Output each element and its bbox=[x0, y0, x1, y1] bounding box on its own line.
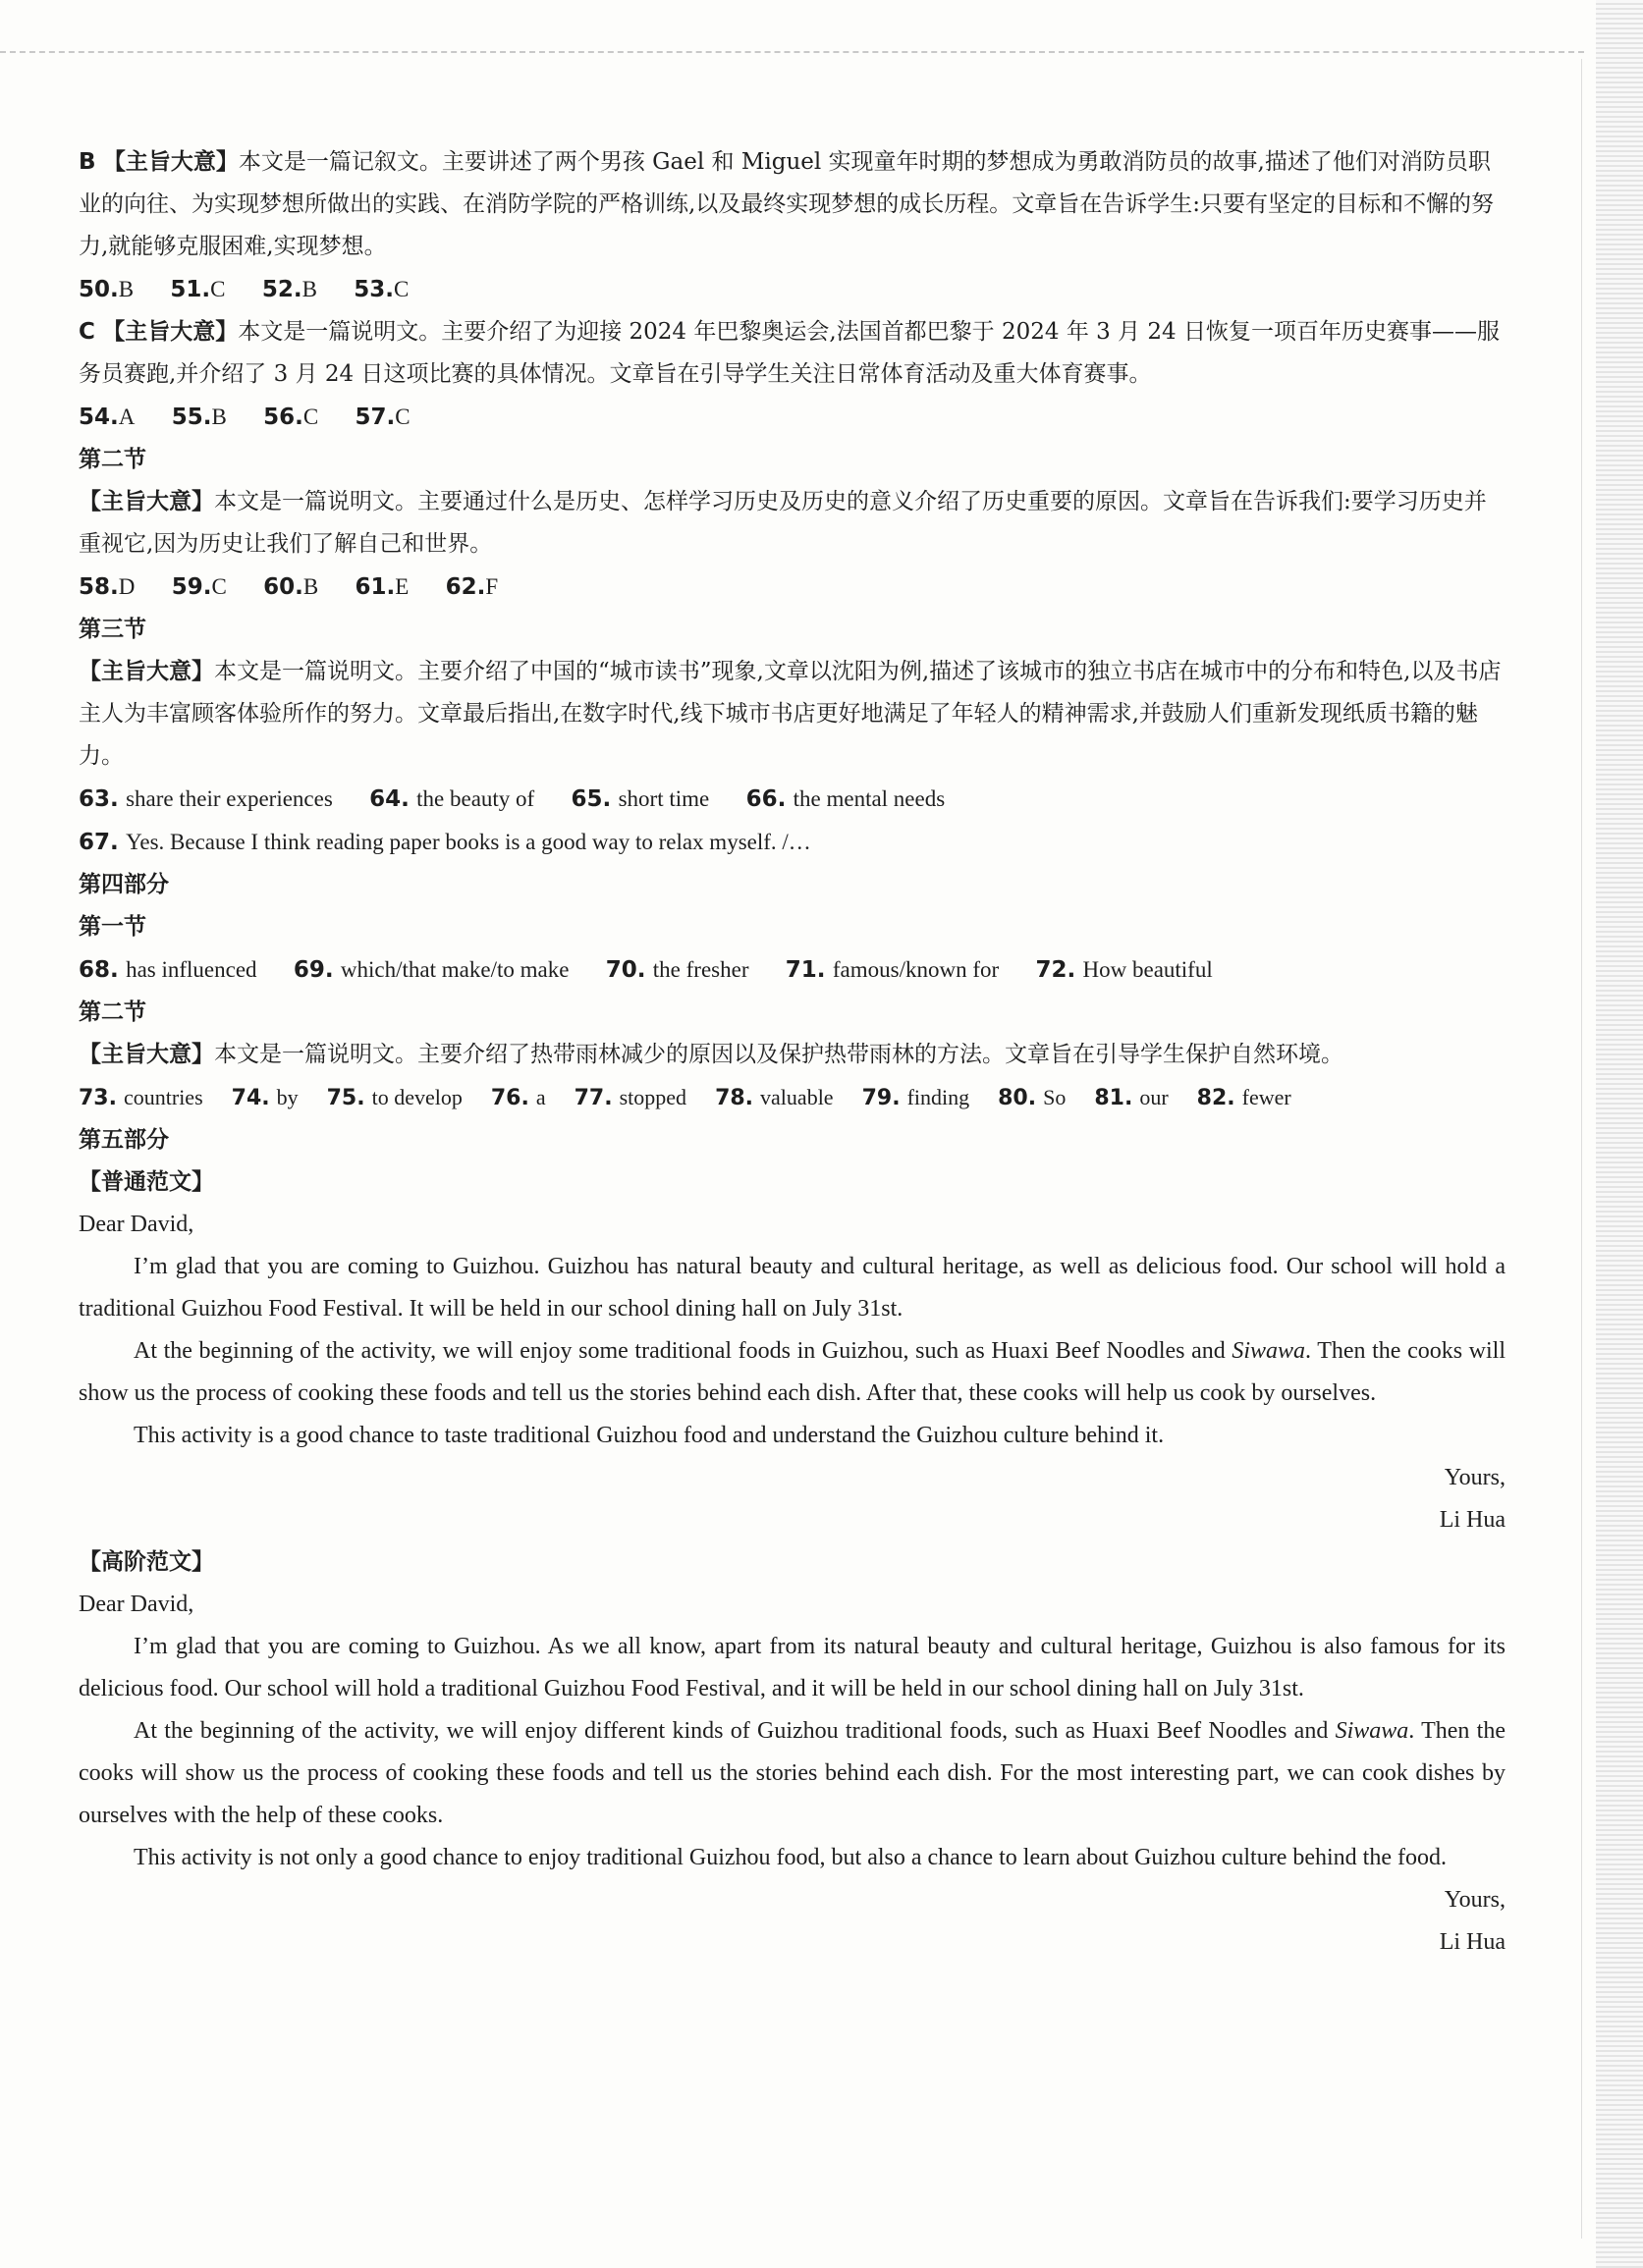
answer-row-54-57 bbox=[79, 396, 1506, 439]
italic-term: Siwawa bbox=[1335, 1718, 1409, 1744]
q-num: 81. bbox=[1094, 1086, 1133, 1110]
q-answer: has influenced bbox=[126, 957, 257, 982]
summary-text: 本文是一篇说明文。主要介绍了热带雨林减少的原因以及保护热带雨林的方法。文章旨在引导学生保护自然环境。 bbox=[214, 1042, 1343, 1067]
q-answer: B bbox=[118, 277, 135, 301]
q-answer: B bbox=[302, 574, 319, 599]
summary-tag: 【主旨大意】 bbox=[79, 489, 214, 514]
q-answer: valuable bbox=[760, 1085, 834, 1109]
top-dashed-line bbox=[0, 51, 1584, 53]
section-heading: 第三节 bbox=[79, 617, 146, 642]
q-num: 54. bbox=[79, 405, 119, 430]
q-num: 82. bbox=[1196, 1086, 1235, 1110]
q-answer: by bbox=[276, 1085, 299, 1109]
q-num: 50. bbox=[79, 277, 119, 302]
answer-page bbox=[79, 141, 1506, 1964]
essay-closing: Yours, bbox=[1444, 1465, 1506, 1490]
q-num: 53. bbox=[354, 277, 394, 302]
q-answer: the mental needs bbox=[793, 786, 946, 811]
summary-tag: 【主旨大意】 bbox=[102, 319, 239, 345]
part3-sec3-summary bbox=[79, 651, 1506, 778]
q-num: 68. bbox=[79, 957, 119, 983]
part-heading: 第四部分 bbox=[79, 872, 169, 897]
summary-text: 本文是一篇记叙文。主要讲述了两个男孩 Gael 和 Miguel 实现童年时期的梦想成为勇敢消防员的故事,描述了他们对消防员职业的向往、为实现梦想所做出的实践、在消防学院的严格训练,以及最终实现梦想的成长历程。文章旨在告诉学生:只要有坚定的目标和不懈的努力,就能够克服困难,实现梦想。 bbox=[79, 149, 1495, 259]
q-num: 65. bbox=[571, 786, 612, 812]
q-answer: E bbox=[395, 574, 410, 599]
section-letter: C bbox=[79, 319, 95, 345]
answer-row-63-66 bbox=[79, 778, 1506, 821]
q-num: 74. bbox=[231, 1086, 270, 1110]
answer-row-67 bbox=[79, 821, 1506, 864]
answer-row-68-72 bbox=[79, 948, 1506, 992]
essay-tag-ordinary: 【普通范文】 bbox=[79, 1169, 214, 1195]
q-num: 71. bbox=[785, 957, 826, 983]
section-heading: 第二节 bbox=[79, 999, 146, 1025]
text-run: At the beginning of the activity, we will enjoy some traditional foods in Guizhou, such as Huaxi Beef Noodles and bbox=[134, 1338, 1232, 1364]
answer-row-73-82 bbox=[79, 1076, 1506, 1119]
q-answer: share their experiences bbox=[126, 786, 333, 811]
q-num: 62. bbox=[445, 574, 486, 600]
q-num: 56. bbox=[263, 405, 303, 430]
q-answer: our bbox=[1139, 1085, 1169, 1109]
essay-paragraph: I’m glad that you are coming to Guizhou. As we all know, apart from its natural beauty and cultural heritage, Guizhou is also famous for its delicious food. Our school will hold a traditional Guizhou Food Festival, and it will be held in our school dining hall on July 31st. bbox=[79, 1634, 1506, 1701]
q-answer: So bbox=[1043, 1085, 1067, 1109]
q-answer: short time bbox=[618, 786, 710, 811]
q-answer: which/that make/to make bbox=[340, 957, 570, 982]
q-num: 58. bbox=[79, 574, 119, 600]
section-b-summary bbox=[79, 141, 1506, 268]
q-num: 80. bbox=[998, 1086, 1037, 1110]
q-answer: C bbox=[302, 405, 319, 429]
q-answer: F bbox=[485, 574, 499, 599]
q-num: 70. bbox=[605, 957, 646, 983]
q-answer: the beauty of bbox=[416, 786, 535, 811]
q-answer: the fresher bbox=[652, 957, 749, 982]
q-num: 63. bbox=[79, 786, 119, 812]
q-answer: B bbox=[301, 277, 317, 301]
q-answer: C bbox=[210, 277, 226, 301]
part-heading: 第五部分 bbox=[79, 1127, 169, 1153]
q-num: 75. bbox=[326, 1086, 365, 1110]
text-run: At the beginning of the activity, we will enjoy different kinds of Guizhou traditional foods, such as Huaxi Beef Noodles and bbox=[134, 1718, 1336, 1744]
q-answer: How beautiful bbox=[1082, 957, 1213, 982]
q-num: 61. bbox=[355, 574, 396, 600]
page-edge-shadow bbox=[1596, 0, 1643, 2268]
q-answer: stopped bbox=[619, 1085, 687, 1109]
answer-row-58-62 bbox=[79, 566, 1506, 609]
summary-tag: 【主旨大意】 bbox=[102, 149, 239, 175]
section-c-summary bbox=[79, 311, 1506, 396]
summary-tag: 【主旨大意】 bbox=[79, 659, 214, 684]
text-run: . Then the cooks will show us the process of cooking these foods and tell us the stories behind each dish. For the most interesting part, we can cook dishes by ourselves with the help of these cooks. bbox=[79, 1718, 1506, 1828]
essay-paragraph: I’m glad that you are coming to Guizhou. Guizhou has natural beauty and cultural heritage, as well as delicious food. Our school will hold a traditional Guizhou Food Festival. It will be held in our school dining hall on July 31st. bbox=[79, 1254, 1506, 1322]
q-num: 64. bbox=[369, 786, 410, 812]
binding-line bbox=[1581, 59, 1582, 2239]
summary-text: 本文是一篇说明文。主要介绍了中国的“城市读书”现象,文章以沈阳为例,描述了该城市的独立书店在城市中的分布和特色,以及书店主人为丰富顾客体验所作的努力。文章最后指出,在数字时代,线下城市书店更好地满足了年轻人的精神需求,并鼓励人们重新发现纸质书籍的魅力。 bbox=[79, 659, 1502, 769]
q-num: 67. bbox=[79, 830, 119, 855]
q-num: 69. bbox=[293, 957, 334, 983]
q-num: 78. bbox=[715, 1086, 754, 1110]
essay-paragraph: This activity is a good chance to taste traditional Guizhou food and understand the Guizhou culture behind it. bbox=[134, 1423, 1165, 1448]
q-answer: Yes. Because I think reading paper books is a good way to relax myself. /… bbox=[126, 830, 811, 854]
q-num: 57. bbox=[355, 405, 396, 430]
text-run: . Then the cooks will show us the process of cooking these foods and tell us the stories behind each dish. After that, these cooks will help us cook by ourselves. bbox=[79, 1338, 1506, 1406]
q-num: 73. bbox=[79, 1086, 117, 1110]
essay-paragraph: This activity is not only a good chance to enjoy traditional Guizhou food, but also a chance to learn about Guizhou culture behind the food. bbox=[134, 1845, 1447, 1870]
essay-tag-advanced: 【高阶范文】 bbox=[79, 1549, 214, 1575]
summary-text: 本文是一篇说明文。主要通过什么是历史、怎样学习历史及历史的意义介绍了历史重要的原因。文章旨在告诉我们:要学习历史并重视它,因为历史让我们了解自己和世界。 bbox=[79, 489, 1487, 557]
essay-greeting: Dear David, bbox=[79, 1212, 194, 1237]
q-answer: finding bbox=[906, 1085, 970, 1109]
essay-closing: Yours, bbox=[1444, 1887, 1506, 1913]
q-answer: C bbox=[211, 574, 227, 599]
q-answer: famous/known for bbox=[832, 957, 1000, 982]
essay-paragraph bbox=[79, 1710, 1506, 1837]
q-num: 52. bbox=[261, 277, 302, 302]
q-answer: countries bbox=[123, 1085, 203, 1109]
part3-sec2-summary bbox=[79, 481, 1506, 566]
q-num: 79. bbox=[861, 1086, 901, 1110]
essay-paragraph bbox=[79, 1330, 1506, 1415]
q-num: 59. bbox=[171, 574, 212, 600]
q-answer: B bbox=[211, 405, 227, 429]
answer-row-50-53 bbox=[79, 268, 1506, 311]
q-num: 55. bbox=[171, 405, 212, 430]
part4-sec2-summary bbox=[79, 1034, 1506, 1076]
q-num: 60. bbox=[263, 574, 303, 600]
summary-tag: 【主旨大意】 bbox=[79, 1042, 214, 1067]
q-num: 51. bbox=[170, 277, 211, 302]
q-answer: fewer bbox=[1241, 1085, 1291, 1109]
essay-signature: Li Hua bbox=[1439, 1929, 1506, 1955]
q-answer: to develop bbox=[371, 1085, 463, 1109]
essay-greeting: Dear David, bbox=[79, 1592, 194, 1617]
section-heading: 第一节 bbox=[79, 914, 146, 940]
q-num: 66. bbox=[745, 786, 787, 812]
q-answer: D bbox=[118, 574, 136, 599]
q-num: 77. bbox=[574, 1086, 613, 1110]
q-answer: C bbox=[395, 405, 411, 429]
q-answer: C bbox=[393, 277, 410, 301]
section-heading: 第二节 bbox=[79, 447, 146, 472]
essay-signature: Li Hua bbox=[1439, 1507, 1506, 1533]
section-letter: B bbox=[79, 149, 96, 175]
italic-term: Siwawa bbox=[1232, 1338, 1306, 1364]
summary-text: 本文是一篇说明文。主要介绍了为迎接 2024 年巴黎奥运会,法国首都巴黎于 2024 年 3 月 24 日恢复一项百年历史赛事——服务员赛跑,并介绍了 3 月 24 日这项比赛的具体情况。文章旨在引导学生关注日常体育活动及重大体育赛事。 bbox=[79, 319, 1500, 387]
q-answer: a bbox=[535, 1085, 546, 1109]
q-answer: A bbox=[118, 405, 136, 429]
q-num: 72. bbox=[1035, 957, 1076, 983]
q-num: 76. bbox=[490, 1086, 529, 1110]
